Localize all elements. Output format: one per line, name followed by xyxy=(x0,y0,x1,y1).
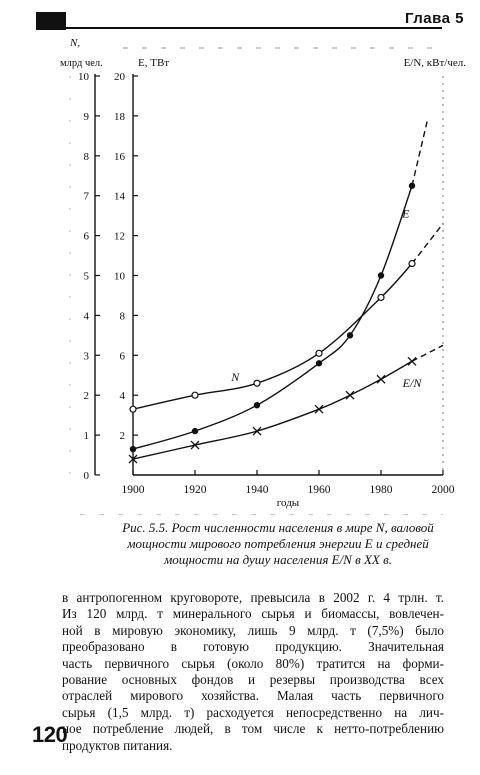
figure-caption xyxy=(88,520,468,568)
header-rule xyxy=(66,27,442,29)
e-axis-tick-label: 4 xyxy=(119,390,125,403)
series-extrapolation-1 xyxy=(412,120,428,186)
axes-layer xyxy=(70,48,443,515)
x-axis-tick-label: 1980 xyxy=(369,484,393,496)
series-label-0: N xyxy=(231,370,240,385)
n-axis-tick-label: 8 xyxy=(83,150,89,163)
data-point-open xyxy=(192,392,198,398)
n-axis-tick-label: 0 xyxy=(83,470,89,482)
data-point-filled xyxy=(409,183,415,189)
n-axis-unit: млрд чел. xyxy=(60,58,103,69)
body-line: преобразовано в готовую продукцию. Значительная xyxy=(62,639,444,655)
body-line: часть первичного сырья (около 80%) тратится на форми- xyxy=(62,655,444,671)
series-label-2: E/N xyxy=(402,376,422,391)
body-line: продуктов питания. xyxy=(62,737,173,753)
header-block xyxy=(36,12,66,30)
series-label-1: E xyxy=(402,206,410,221)
chapter-title: Глава 5 xyxy=(404,10,464,27)
energy-population-chart xyxy=(0,30,480,515)
e-axis-tick-label: 16 xyxy=(114,150,125,163)
x-axis-tick-label: 1920 xyxy=(183,484,207,496)
x-axis-tick-label: 1900 xyxy=(121,484,145,496)
e-axis-tick-label: 2 xyxy=(119,430,125,443)
e-axis-tick-label: 18 xyxy=(114,110,125,123)
body-line: отраслей мирового хозяйства. Малая часть первичного xyxy=(62,688,444,704)
x-axis-title: годы xyxy=(276,497,300,509)
data-point-filled xyxy=(378,272,384,278)
data-point-filled xyxy=(192,428,198,434)
body-line: ной в мировую экономику, лишь 9 млрд. т (7,5%) было xyxy=(62,622,444,638)
n-axis-tick-label: 10 xyxy=(78,71,89,83)
body-paragraph xyxy=(62,590,444,754)
body-line: Из 120 млрд. т минерального сырья и биомассы, вовлечен- xyxy=(62,606,444,622)
caption-text: Рост численности населения в мире N, валовой мощности мирового потребления энергии E и средней мощности на душу населения E/N в XX в. xyxy=(127,520,434,567)
n-axis-tick-label: 4 xyxy=(83,310,89,323)
data-point-open xyxy=(130,406,136,412)
n-axis-tick-label: 7 xyxy=(83,190,89,203)
e-axis-tick-label: 6 xyxy=(119,350,125,363)
body-line: ное потребление людей, в том числе к нетто-потреблению xyxy=(62,721,444,737)
series-layer xyxy=(129,120,443,463)
n-axis-tick-label: 1 xyxy=(83,430,89,443)
data-point-filled xyxy=(347,332,353,338)
data-point-cross xyxy=(377,375,385,383)
body-line: в антропогенном круговороте, превысила в 2002 г. 4 трлн. т. xyxy=(62,590,444,605)
series-extrapolation-0 xyxy=(412,224,443,264)
e-axis-tick-label: 14 xyxy=(114,190,125,203)
n-axis-tick-label: 2 xyxy=(83,390,89,403)
data-point-open xyxy=(378,294,384,300)
body-line: рование основных фондов и резервы производства всех xyxy=(62,672,444,688)
caption-label: Рис. 5.5. xyxy=(122,520,169,535)
e-axis-tick-label: 10 xyxy=(114,270,125,283)
n-axis-tick-label: 5 xyxy=(83,270,89,283)
series-line-0 xyxy=(133,264,412,410)
data-point-cross xyxy=(315,405,323,413)
x-axis-tick-label: 1960 xyxy=(307,484,331,496)
page-number: 120 xyxy=(32,722,68,747)
e-axis-tick-label: 12 xyxy=(114,230,125,243)
data-point-open xyxy=(409,261,415,267)
n-axis-tick-label: 9 xyxy=(83,110,89,123)
e-axis-tick-label: 20 xyxy=(114,71,125,83)
e-axis-tick-label: 8 xyxy=(119,310,125,323)
series-line-2 xyxy=(133,361,412,459)
n-axis-tick-label: 6 xyxy=(83,230,89,243)
series-extrapolation-2 xyxy=(412,345,443,361)
e-axis-title: E, ТВт xyxy=(138,57,170,69)
data-point-cross xyxy=(408,357,416,365)
data-point-open xyxy=(254,380,260,386)
data-point-cross xyxy=(346,391,354,399)
n-axis-title: N, xyxy=(70,37,81,49)
data-point-open xyxy=(316,350,322,356)
data-point-filled xyxy=(130,446,136,452)
right-axis-title: E/N, кВт/чел. xyxy=(403,57,466,69)
x-axis-tick-label: 1940 xyxy=(245,484,269,496)
data-point-cross xyxy=(253,427,261,435)
body-line: сырья (1,5 млрд. т) расходуется непосредственно на лич- xyxy=(62,704,444,720)
series-line-1 xyxy=(133,186,412,449)
n-axis-tick-label: 3 xyxy=(83,350,89,363)
label-layer xyxy=(60,37,466,509)
data-point-filled xyxy=(316,360,322,366)
data-point-filled xyxy=(254,402,260,408)
x-axis-tick-label: 2000 xyxy=(431,484,455,496)
